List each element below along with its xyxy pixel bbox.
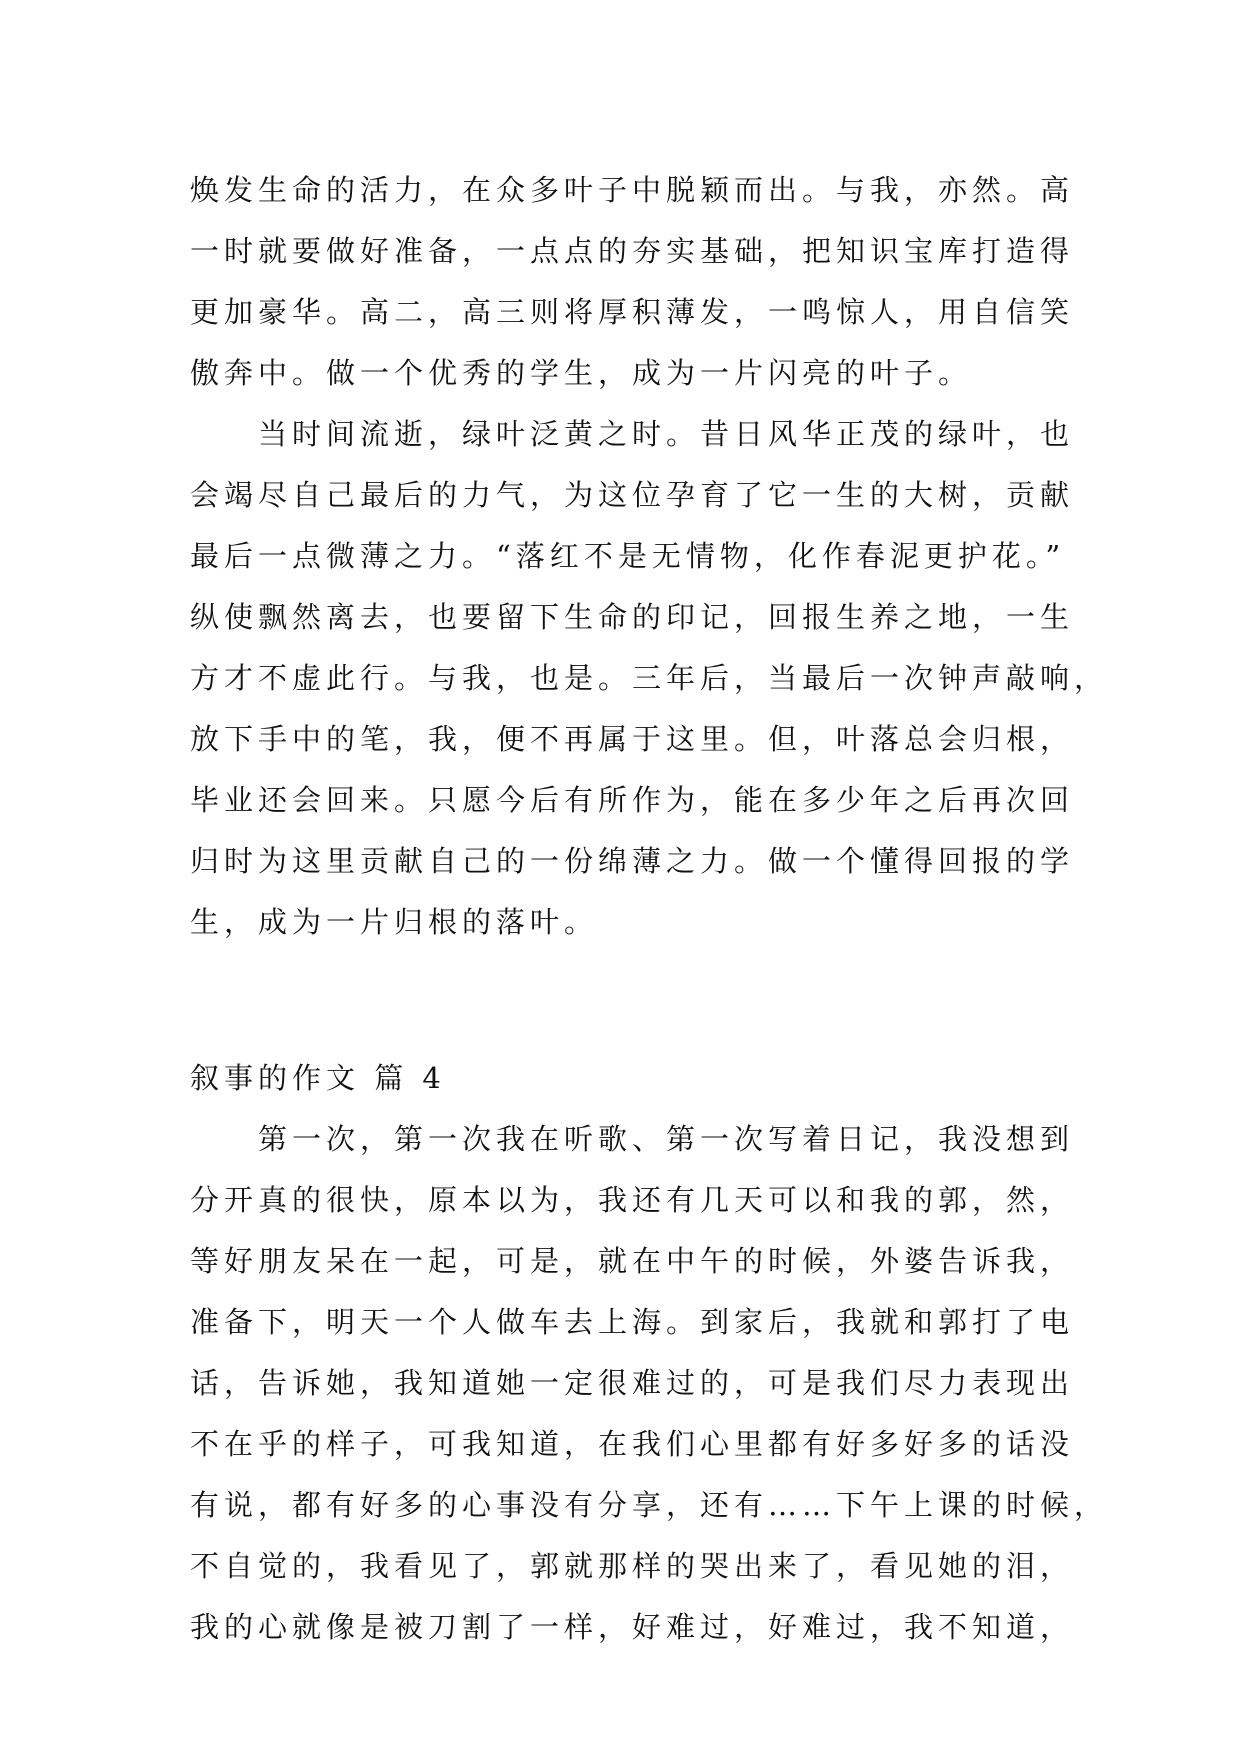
text-line: 毕业还会回来。只愿今后有所作为，能在多少年之后再次回 (190, 783, 1075, 817)
text-line: 方才不虚此行。与我，也是。三年后，当最后一次钟声敲响， (190, 661, 1109, 695)
section-heading: 叙事的作文 篇 4 (190, 1061, 446, 1095)
text-line: 归时为这里贡献自己的一份绵薄之力。做一个懂得回报的学 (190, 844, 1075, 878)
paragraph (190, 404, 1109, 953)
text-line: 会竭尽自己最后的力气，为这位孕育了它一生的大树，贡献 (190, 478, 1075, 512)
text-line: 放下手中的笔，我，便不再属于这里。但，叶落总会归根， (190, 722, 1075, 756)
text-line: 不在乎的样子，可我知道，在我们心里都有好多好多的话没 (190, 1427, 1075, 1461)
text-line: 焕发生命的活力，在众多叶子中脱颖而出。与我，亦然。高 (190, 173, 1075, 207)
text-line: 准备下，明天一个人做车去上海。到家后，我就和郭打了电 (190, 1305, 1075, 1339)
text-line: 纵使飘然离去，也要留下生命的印记，回报生养之地，一生 (190, 600, 1075, 634)
text-line: 有说，都有好多的心事没有分享，还有……下午上课的时候， (190, 1488, 1109, 1522)
text-line: 等好朋友呆在一起，可是，就在中午的时候，外婆告诉我， (190, 1244, 1075, 1278)
text-line: 一时就要做好准备，一点点的夯实基础，把知识宝库打造得 (190, 234, 1075, 268)
text-line: 不自觉的，我看见了，郭就那样的哭出来了，看见她的泪， (190, 1549, 1075, 1583)
section-spacer (190, 953, 1052, 1048)
text-line: 话，告诉她，我知道她一定很难过的，可是我们尽力表现出 (190, 1366, 1075, 1400)
text-line: 更加豪华。高二，高三则将厚积薄发，一鸣惊人，用自信笑 (190, 295, 1075, 329)
document-body (190, 160, 1109, 1658)
paragraph (190, 160, 1075, 404)
text-line: 生，成为一片归根的落叶。 (190, 905, 599, 939)
text-line: 我的心就像是被刀割了一样，好难过，好难过，我不知道， (190, 1610, 1075, 1644)
text-line: 傲奔中。做一个优秀的学生，成为一片闪亮的叶子。 (190, 356, 973, 390)
text-line: 分开真的很快，原本以为，我还有几天可以和我的郭，然， (190, 1183, 1075, 1217)
text-line: 最后一点微薄之力。“落红不是无情物，化作春泥更护花。” (190, 539, 1066, 573)
text-line: 当时间流逝，绿叶泛黄之时。昔日风华正茂的绿叶，也 (258, 417, 1075, 451)
text-line: 第一次，第一次我在听歌、第一次写着日记，我没想到 (258, 1122, 1075, 1156)
paragraph (190, 1109, 1109, 1658)
